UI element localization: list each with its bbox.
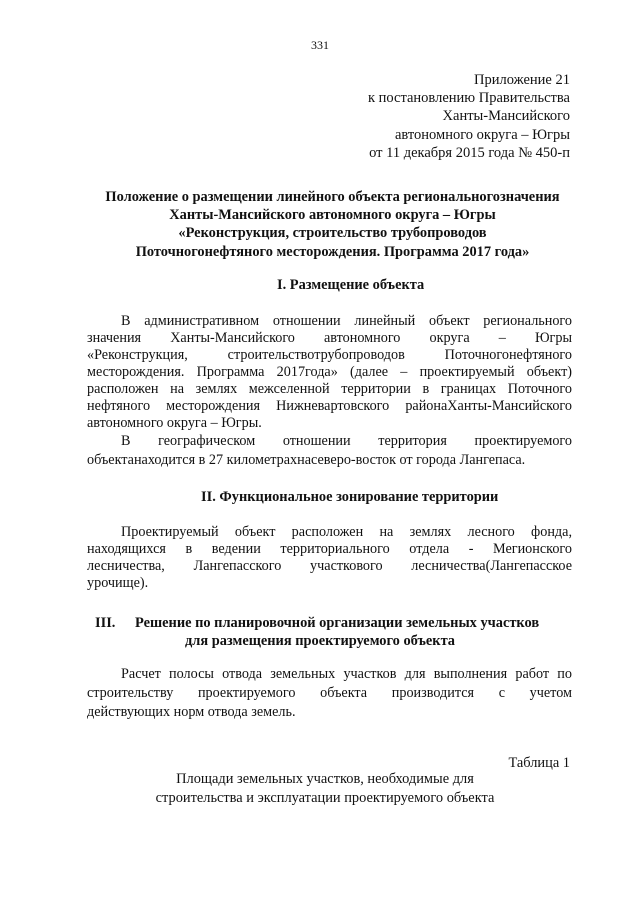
section-3-number: III.: [95, 615, 116, 631]
text-line: расположен на землях межселенной территории в границах Поточного: [87, 381, 572, 397]
appendix-line: Ханты-Мансийского: [442, 108, 570, 125]
caption-line: Площади земельных участков, необходимые для: [176, 771, 474, 787]
section-2-heading: II. Функциональное зонирование территории: [201, 489, 499, 505]
text-line: значения Ханты-Мансийского автономного округа – Югры: [87, 330, 572, 346]
table-caption: [60, 770, 590, 807]
text-line: «Реконструкция, строительствотрубопроводов Поточногонефтяного: [87, 347, 572, 363]
text-line: урочище).: [87, 575, 149, 591]
text-line: лесничества, Лангепасского участкового лесничества(Лангепасское: [87, 558, 572, 574]
document-title: [60, 188, 605, 261]
appendix-line: автономного округа – Югры: [394, 126, 570, 143]
title-line: Ханты-Мансийского автономного округа – Югры: [169, 207, 496, 224]
appendix-line: от 11 декабря 2015 года № 450-п: [369, 144, 570, 161]
text-line: Проектируемый объект расположен на землях лесного фонда,: [121, 524, 572, 540]
appendix-line: Приложение 21: [474, 72, 570, 88]
title-line: Положение о размещении линейного объекта региональногозначения: [105, 189, 560, 205]
text-line: автономного округа – Югры.: [87, 415, 262, 431]
caption-line: строительства и эксплуатации проектируемого объекта: [155, 789, 495, 806]
appendix-line: к постановлению Правительства: [368, 90, 570, 107]
text-line: В административном отношении линейный объект регионального: [121, 313, 572, 329]
section-2-paragraph: [87, 524, 572, 592]
section-1-heading: I. Размещение объекта: [277, 277, 425, 293]
title-line: Поточногонефтяного месторождения. Программа 2017 года»: [135, 243, 530, 260]
table-label: Таблица 1: [508, 755, 570, 771]
text-line: нефтяного месторождения Нижневартовского районаХанты-Мансийского: [87, 398, 572, 414]
section-3-heading-line: Решение по планировочной организации земельных участков: [135, 615, 540, 631]
text-line: В географическом отношении территория проектируемого: [121, 433, 572, 449]
title-line: «Реконструкция, строительство трубопроводов: [178, 225, 487, 242]
text-line: находящихся в ведении территориального отдела - Мегионского: [87, 541, 572, 557]
appendix-block: [368, 71, 570, 162]
section-1-paragraph-2: [87, 433, 572, 469]
section-3-paragraph: [87, 666, 572, 721]
section-3-heading-line: для размещения проектируемого объекта: [185, 633, 456, 650]
section-1-paragraph-1: [87, 313, 572, 432]
text-line: месторождения. Программа 2017года» (далее – проектируемый объект): [87, 364, 572, 380]
text-line: строительству проектируемого объекта производится с учетом: [87, 685, 572, 701]
text-line: действующих норм отвода земель.: [87, 704, 296, 720]
text-line: Расчет полосы отвода земельных участков для выполнения работ по: [121, 666, 572, 682]
page-number: 331: [311, 38, 329, 52]
text-line: объектанаходится в 27 километрахнасеверо-восток от города Лангепаса.: [87, 452, 526, 468]
